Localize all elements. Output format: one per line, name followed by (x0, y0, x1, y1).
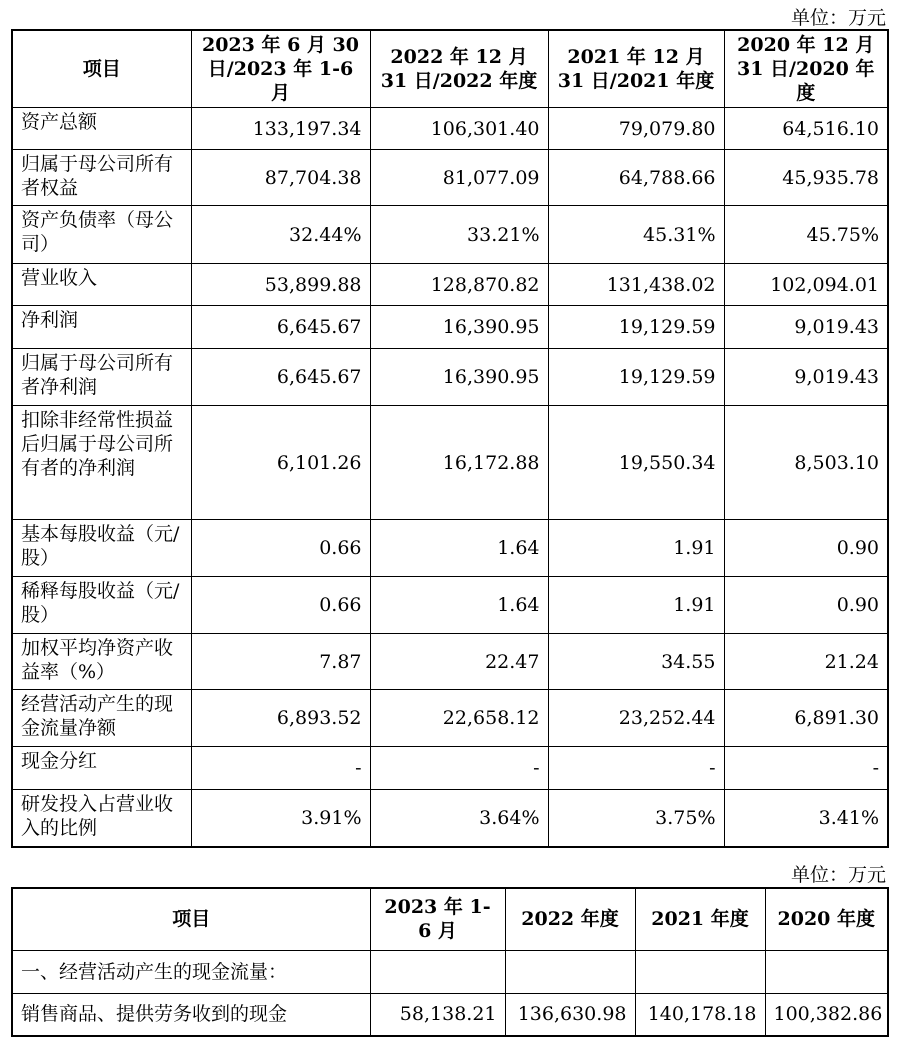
cell: 128,870.82 (370, 264, 548, 306)
cell: - (191, 747, 370, 790)
cell: 1.91 (548, 520, 724, 577)
header-col: 2021 年度 (635, 888, 765, 950)
unit-label-1: 单位：万元 (790, 7, 886, 29)
cash-flow-table (11, 887, 889, 1037)
cell: 45.75% (724, 206, 888, 264)
cell: 6,101.26 (191, 406, 370, 520)
cell: 3.41% (724, 790, 888, 847)
cell: 6,645.67 (191, 306, 370, 349)
table-header-row (12, 30, 888, 108)
header-col: 2022 年 12 月 31 日/2022 年度 (370, 30, 548, 108)
cell (765, 950, 888, 993)
cell: 3.75% (548, 790, 724, 847)
row-label: 归属于母公司所有者权益 (12, 150, 191, 206)
row-label: 销售商品、提供劳务收到的现金 (12, 993, 370, 1036)
table-row (12, 349, 888, 406)
cell (370, 950, 505, 993)
cell: 79,079.80 (548, 108, 724, 150)
cell: 0.66 (191, 577, 370, 634)
unit-label-2: 单位：万元 (790, 864, 886, 886)
cell: 0.90 (724, 577, 888, 634)
table-row (12, 747, 888, 790)
cell: 16,390.95 (370, 306, 548, 349)
cell: 3.64% (370, 790, 548, 847)
table-row (12, 577, 888, 634)
table-row (12, 634, 888, 690)
cell: 45,935.78 (724, 150, 888, 206)
cell: 21.24 (724, 634, 888, 690)
cell (505, 950, 635, 993)
cell: 45.31% (548, 206, 724, 264)
header-item: 项目 (12, 888, 370, 950)
cell: 19,550.34 (548, 406, 724, 520)
financial-summary-table (11, 29, 889, 848)
header-col: 2023 年 1-6 月 (370, 888, 505, 950)
table-row (12, 790, 888, 847)
row-label: 研发投入占营业收入的比例 (12, 790, 191, 847)
row-label: 基本每股收益（元/股） (12, 520, 191, 577)
header-col: 2022 年度 (505, 888, 635, 950)
row-label: 加权平均净资产收益率（%） (12, 634, 191, 690)
cell: 102,094.01 (724, 264, 888, 306)
table-row (12, 406, 888, 520)
cell (635, 950, 765, 993)
table-row (12, 690, 888, 747)
cell: 6,645.67 (191, 349, 370, 406)
cell: 64,516.10 (724, 108, 888, 150)
cell: 6,893.52 (191, 690, 370, 747)
table-row (12, 520, 888, 577)
cell: 32.44% (191, 206, 370, 264)
cell: 3.91% (191, 790, 370, 847)
table-row (12, 108, 888, 150)
header-col: 2023 年 6 月 30 日/2023 年 1-6 月 (191, 30, 370, 108)
cell: 23,252.44 (548, 690, 724, 747)
row-label: 稀释每股收益（元/股） (12, 577, 191, 634)
cell: 8,503.10 (724, 406, 888, 520)
header-col: 2020 年 12 月 31 日/2020 年度 (724, 30, 888, 108)
cell: - (724, 747, 888, 790)
section-title: 一、经营活动产生的现金流量： (12, 950, 370, 993)
cell: - (370, 747, 548, 790)
row-label: 现金分红 (12, 747, 191, 790)
row-label: 资产总额 (12, 108, 191, 150)
cell: 7.87 (191, 634, 370, 690)
cell: 6,891.30 (724, 690, 888, 747)
cell: 0.90 (724, 520, 888, 577)
cell: 19,129.59 (548, 306, 724, 349)
row-label: 归属于母公司所有者净利润 (12, 349, 191, 406)
row-label: 经营活动产生的现金流量净额 (12, 690, 191, 747)
cell: 81,077.09 (370, 150, 548, 206)
row-label: 营业收入 (12, 264, 191, 306)
cell: 16,172.88 (370, 406, 548, 520)
cell: 140,178.18 (635, 993, 765, 1036)
cell: 9,019.43 (724, 306, 888, 349)
cell: 9,019.43 (724, 349, 888, 406)
table-header-row (12, 888, 888, 950)
cell: 1.64 (370, 520, 548, 577)
header-col: 2020 年度 (765, 888, 888, 950)
cell: 19,129.59 (548, 349, 724, 406)
table-row (12, 306, 888, 349)
header-col: 2021 年 12 月 31 日/2021 年度 (548, 30, 724, 108)
cell: 64,788.66 (548, 150, 724, 206)
cell: - (548, 747, 724, 790)
cell: 1.91 (548, 577, 724, 634)
row-label: 净利润 (12, 306, 191, 349)
cell: 87,704.38 (191, 150, 370, 206)
cell: 53,899.88 (191, 264, 370, 306)
cell: 34.55 (548, 634, 724, 690)
cell: 22.47 (370, 634, 548, 690)
cell: 136,630.98 (505, 993, 635, 1036)
table-row (12, 993, 888, 1036)
cell: 0.66 (191, 520, 370, 577)
table-row (12, 264, 888, 306)
table-row (12, 150, 888, 206)
cell: 100,382.86 (765, 993, 888, 1036)
cell: 133,197.34 (191, 108, 370, 150)
row-label: 资产负债率（母公司） (12, 206, 191, 264)
section-row (12, 950, 888, 993)
cell: 22,658.12 (370, 690, 548, 747)
cell: 33.21% (370, 206, 548, 264)
cell: 58,138.21 (370, 993, 505, 1036)
row-label: 扣除非经常性损益后归属于母公司所有者的净利润 (12, 406, 191, 520)
table-row (12, 206, 888, 264)
cell: 1.64 (370, 577, 548, 634)
cell: 106,301.40 (370, 108, 548, 150)
cell: 16,390.95 (370, 349, 548, 406)
header-item: 项目 (12, 30, 191, 108)
cell: 131,438.02 (548, 264, 724, 306)
